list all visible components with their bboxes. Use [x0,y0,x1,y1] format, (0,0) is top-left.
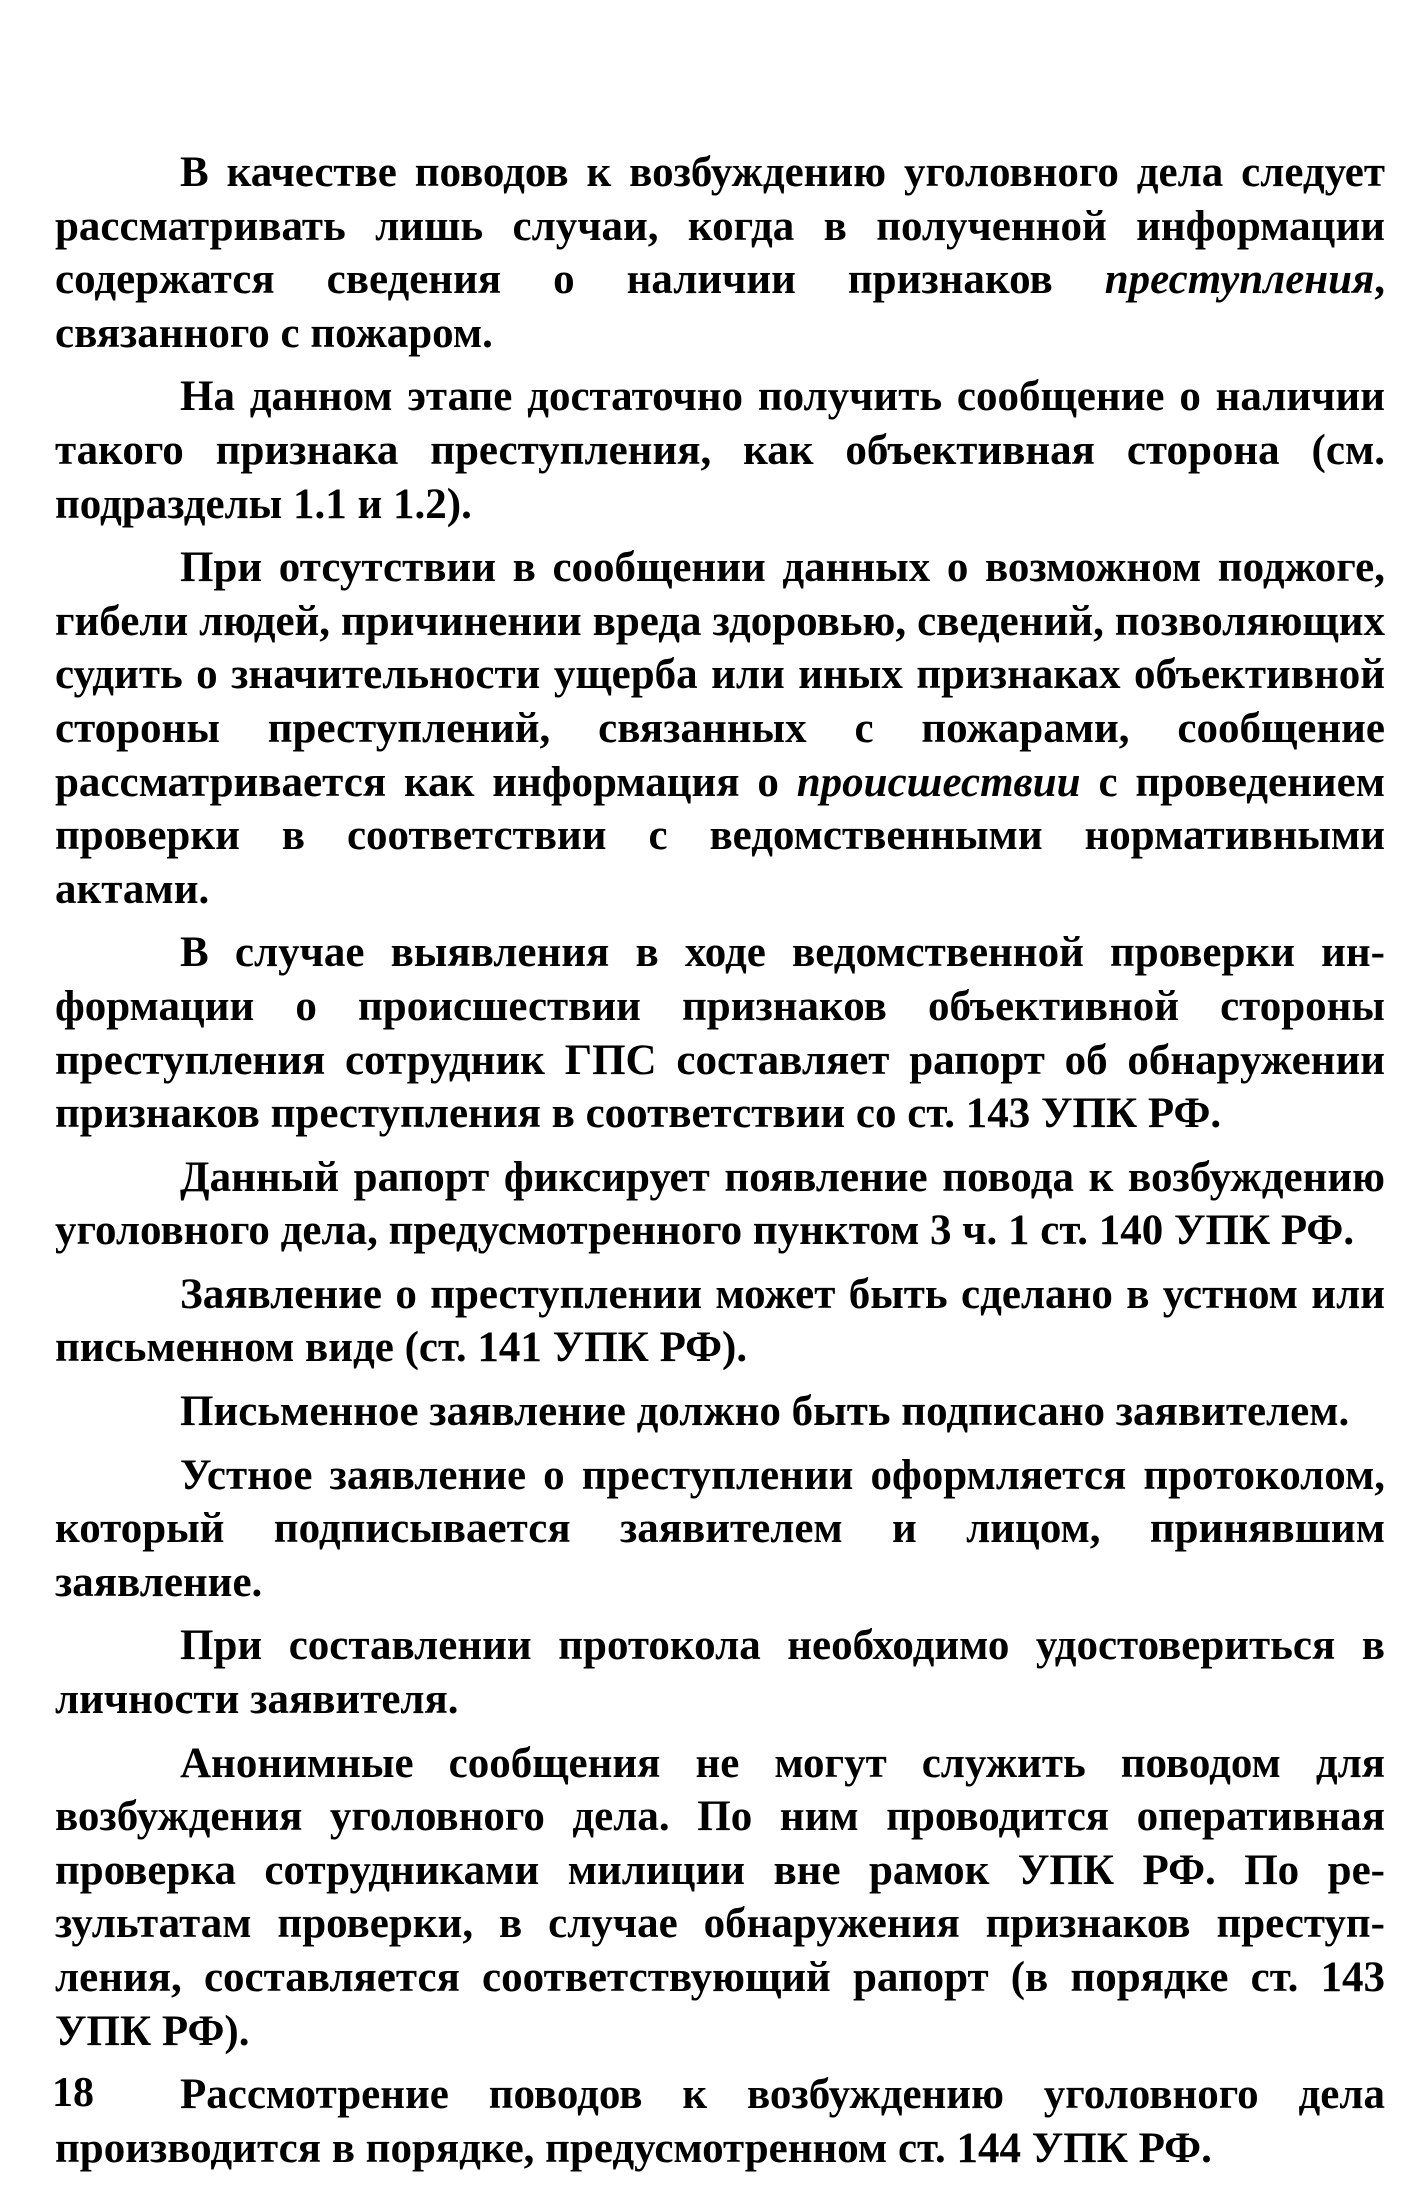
paragraph [55,1268,1385,1375]
paragraph-text: Анонимные сообщения не могут служить поводом для возбуждения уголовного дела. По ним проводится оперативная проверка сотрудниками милиции вне рамок УПК РФ. По результатам проверки, в случае обнаружения признаков преступления, составляется соответствующий рапорт (в порядке ст. 143 УПК РФ). [55,1739,1385,2055]
paragraph-text: с проведением проверки в соответствии с ведомственными нормативными актами. [55,758,1385,913]
paragraph-text: На данном этапе достаточно получить сообщение о наличии такого признака преступления, как объективная сторона (см. подразделы 1.1 и 1.2). [55,373,1385,528]
paragraph [55,1449,1385,1610]
emphasized-term: преступления [1104,256,1375,304]
paragraph-text: При составлении протокола необходимо удостовериться в личности заявителя. [55,1622,1385,1724]
paragraph-text: Рассмотрение поводов к возбуждению уголовного дела производится в порядке, предусмотренном ст. 144 УПК РФ. [55,2071,1385,2172]
paragraph [55,926,1385,1140]
body-text [55,146,1385,2185]
paragraph-text: Заявление о преступлении может быть сделано в устном или письменном виде (ст. 141 УПК РФ). [55,1270,1385,1372]
paragraph [55,2068,1385,2175]
paragraph [55,146,1385,360]
paragraph-text: При отсутствии в сообщении данных о возможном поджоге, гибели людей, причинении вреда здоровью, сведений, позволяющих судить о значительности ущерба или иных признаках объективной стороны преступлений, связанных с пожарами, сообщение рассматривается как информация о [55,544,1385,806]
paragraph-text: Устное заявление о преступлении оформляется протоколом, который подписывается заявителем и лицом, принявшим заявление. [55,1451,1385,1606]
paragraph [55,370,1385,531]
paragraph [55,541,1385,916]
paragraph [55,1737,1385,2059]
paragraph-text: Письменное заявление должно быть подписано заявителем. [180,1388,1350,1436]
paragraph-text: , связанного с пожаром. [55,256,1385,357]
paragraph [55,1151,1385,1258]
page-number: 18 [52,2070,94,2116]
paragraph-text: В качестве поводов к возбуждению уголовного дела следует рассматривать лишь случаи, когда в полученной информации содержатся сведения о наличии признаков [55,149,1385,304]
paragraph-text: Данный рапорт фиксирует появление повода к возбуждению уголовного дела, предусмотренного пунктом 3 ч. 1 ст. 140 УПК РФ. [55,1153,1385,1255]
paragraph-text: В случае выявления в ходе ведомственной проверки информации о происшествии признаков объективной стороны преступления сотрудник ГПС составляет рапорт об обнаружении признаков преступления в соответствии со ст. 143 УПК РФ. [55,929,1385,1138]
paragraph [55,1619,1385,1726]
emphasized-term: происшествии [796,758,1081,806]
paragraph [55,1385,1385,1439]
